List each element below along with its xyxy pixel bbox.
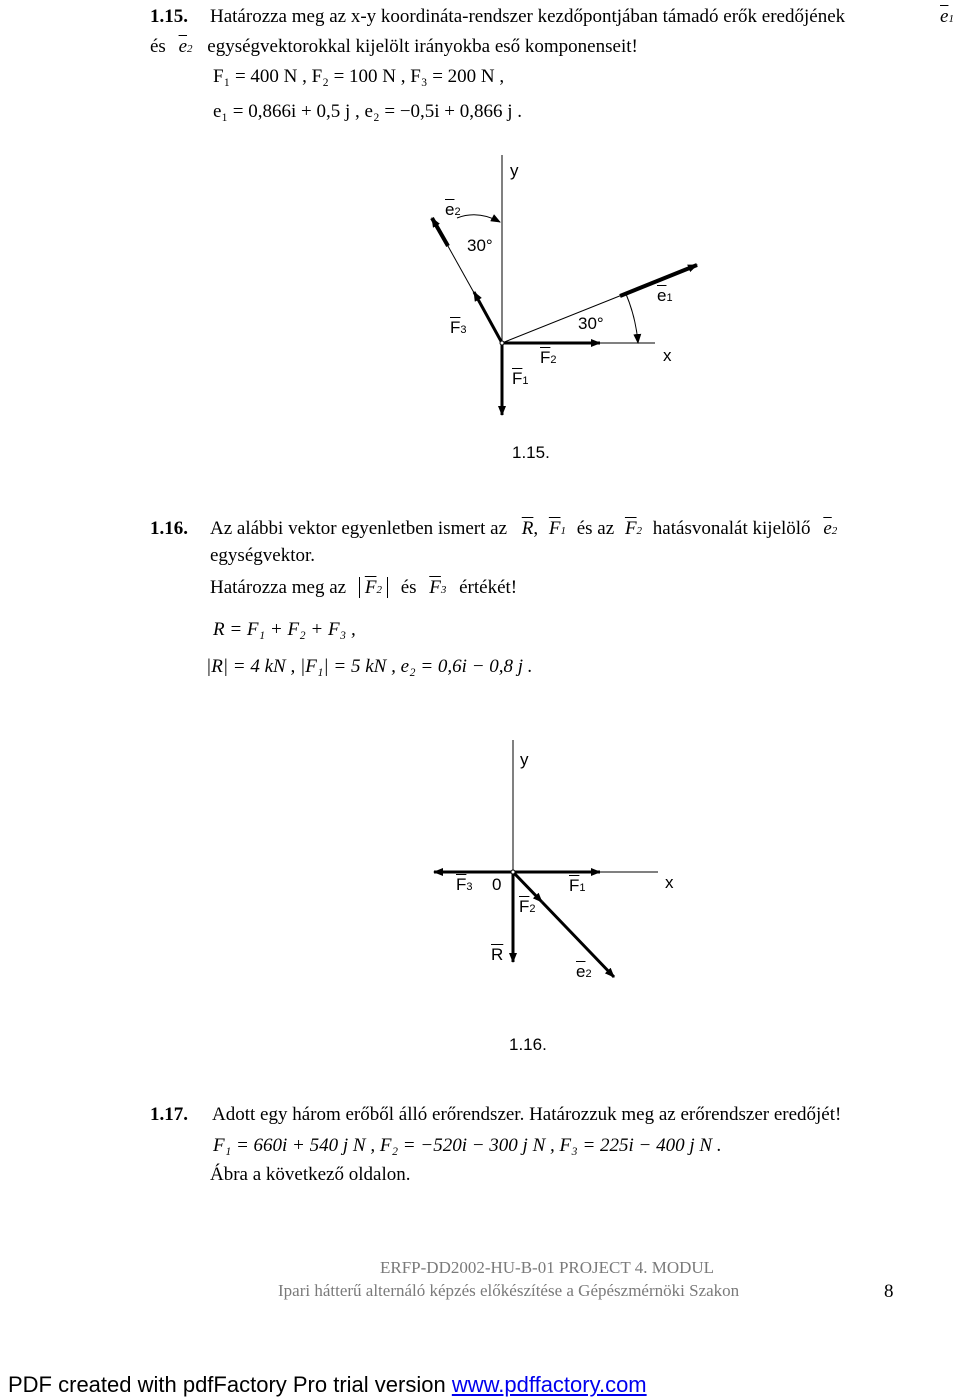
fig116-F1-label: $\overline{F}1$	[569, 876, 586, 895]
problem-1-15-forces: F₁ = 400 N , F₂ = 100 N , F₃ = 200 N ,	[213, 66, 505, 87]
problem-1-16-eq2: |R| = 4 kN , |F₁| = 5 kN , e₂ = 0,6i − 0,8 j .	[206, 656, 533, 677]
problem-number-1-15: 1.15.	[150, 6, 188, 27]
problem-1-17-forces: F₁ = 660i + 540 j N , F₂ = −520i − 300 j N , F₃ = 225i − 400 j N .	[213, 1135, 722, 1156]
angle-arc-right	[626, 294, 638, 343]
fig116-x-label: x	[665, 873, 674, 892]
fig115-e1-label: $\overline{e}1$	[657, 286, 673, 305]
fig115-angle-top: 30°	[467, 236, 493, 255]
fig116-R-label: $\overline{R}$	[491, 945, 504, 964]
problem-1-15-line2: és $\overline{e}2$ egységvektorokkal kijelölt irányokba eső komponenseit!	[150, 36, 638, 57]
problem-1-16-line2: egységvektor.	[210, 545, 316, 566]
footer-subtitle: Ipari hátterű alternáló képzés előkészítése a Gépészmérnöki Szakon	[278, 1281, 740, 1300]
fig116-caption: 1.16.	[509, 1035, 547, 1054]
pdf-banner: PDF created with pdfFactory Pro trial version www.pdffactory.com	[8, 1372, 647, 1397]
fig115-x-label: x	[663, 346, 672, 365]
problem-1-16-line1: Az alábbi vektor egyenletben ismert az $\overline{R}$, $\overline{F}1$ és az $\overline{F}2$ hatásvonalát kijelölő $\overline{e}2$	[210, 518, 838, 539]
fig116-e2-label: $\overline{e}2$	[576, 962, 592, 981]
problem-number-1-16: 1.16.	[150, 518, 188, 539]
problem-1-15-e1: $\overline{e}1$	[940, 6, 954, 27]
problem-1-17-line3: Ábra a következő oldalon.	[210, 1164, 411, 1185]
footer-project: ERFP-DD2002-HU-B-01 PROJECT 4. MODUL	[380, 1258, 715, 1277]
e2-arrow	[432, 218, 448, 246]
page-number: 8	[884, 1281, 894, 1302]
fig115-e2-label: $\overline{e}2$	[445, 200, 461, 219]
F3-arrow	[474, 292, 502, 343]
fig115-y-label: y	[510, 161, 519, 180]
problem-number-1-17: 1.17.	[150, 1104, 188, 1125]
problem-1-16-eq1: R = F₁ + F₂ + F₃ ,	[213, 619, 356, 640]
figure-1-15	[0, 0, 960, 460]
fig116-origin-label: 0	[492, 875, 502, 894]
fig116-y-label: y	[520, 750, 529, 769]
fig115-F1-label: $\overline{F}1$	[512, 369, 529, 388]
fig115-angle-right: 30°	[578, 314, 604, 333]
figure-1-16	[0, 700, 960, 1040]
fig115-F2-label: $\overline{F}2$	[540, 348, 557, 367]
problem-1-15-line1: Határozza meg az x-y koordináta-rendszer kezdőpontjában támadó erők eredőjének	[210, 6, 846, 27]
fig115-F3-label: $\overline{F}3$	[450, 318, 467, 337]
pdffactory-link[interactable]: www.pdffactory.com	[451, 1372, 647, 1397]
problem-1-17-line1: Adott egy három erőből álló erőrendszer. Határozzuk meg az erőrendszer eredőjét!	[212, 1104, 842, 1125]
fig116-F2-label: $\overline{F}2$	[519, 897, 536, 916]
problem-1-16-line3: Határozza meg az $\overline{F}2$ és $\overline{F}3$ értékét!	[210, 577, 518, 598]
angle-arc-top	[457, 215, 500, 222]
fig115-caption: 1.15.	[512, 443, 550, 462]
problem-1-15-unit-vectors: e₁ = 0,866i + 0,5 j , e₂ = −0,5i + 0,866 j .	[213, 101, 523, 122]
fig116-F3-label: $\overline{F}3$	[456, 875, 473, 894]
